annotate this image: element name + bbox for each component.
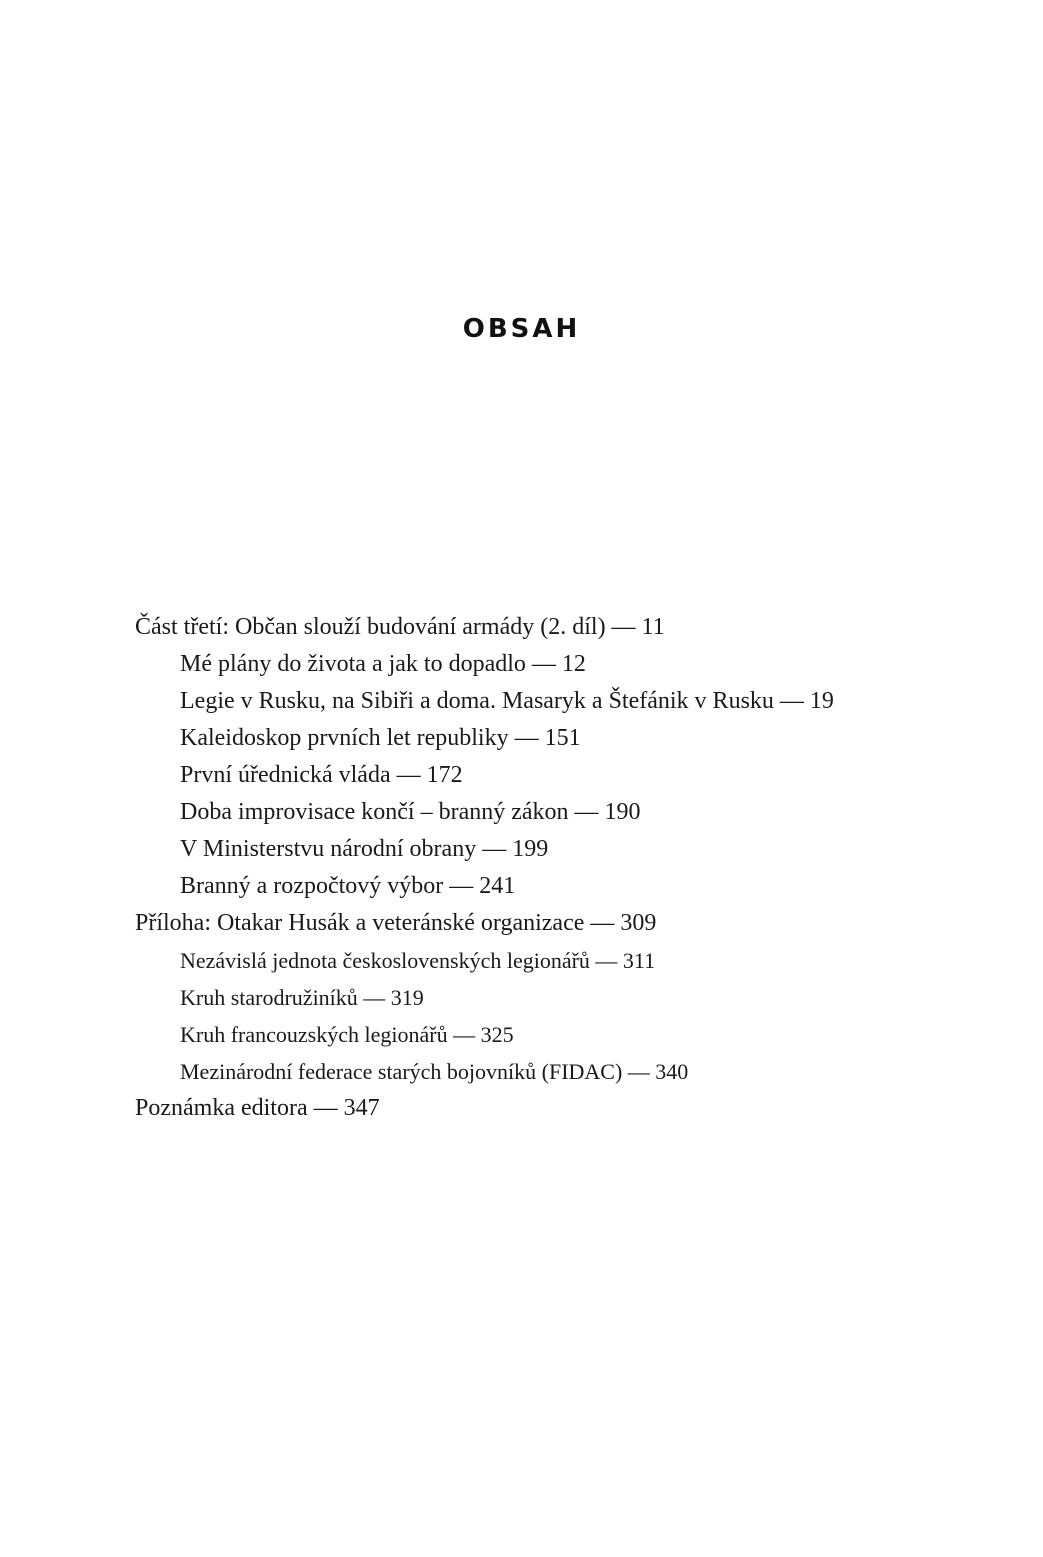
toc-entry: Nezávislá jednota československých legionářů — 311 xyxy=(180,948,656,973)
toc-entry: Kruh starodružiníků — 319 xyxy=(180,985,424,1010)
toc-entry-editor-note: Poznámka editora — 347 xyxy=(135,1095,380,1121)
table-of-contents xyxy=(135,609,995,1127)
toc-entry: Kaleidoskop prvních let republiky — 151 xyxy=(180,725,581,751)
toc-entry-part-three: Část třetí: Občan slouží budování armády (2. díl) — 11 xyxy=(135,614,665,640)
page-title: OBSAH xyxy=(462,314,581,344)
toc-entry: Kruh francouzských legionářů — 325 xyxy=(180,1022,514,1047)
toc-entry: V Ministerstvu národní obrany — 199 xyxy=(180,836,549,862)
toc-entry: První úřednická vláda — 172 xyxy=(180,762,463,788)
toc-entry: Legie v Rusku, na Sibiři a doma. Masaryk a Štefánik v Rusku — 19 xyxy=(180,688,834,714)
toc-entry: Doba improvisace končí – branný zákon — 190 xyxy=(180,799,641,825)
toc-entry-appendix: Příloha: Otakar Husák a veteránské organizace — 309 xyxy=(135,910,657,936)
toc-entry: Branný a rozpočtový výbor — 241 xyxy=(180,873,516,899)
toc-entry: Mé plány do života a jak to dopadlo — 12 xyxy=(180,651,586,677)
toc-entry: Mezinárodní federace starých bojovníků (FIDAC) — 340 xyxy=(180,1059,689,1084)
